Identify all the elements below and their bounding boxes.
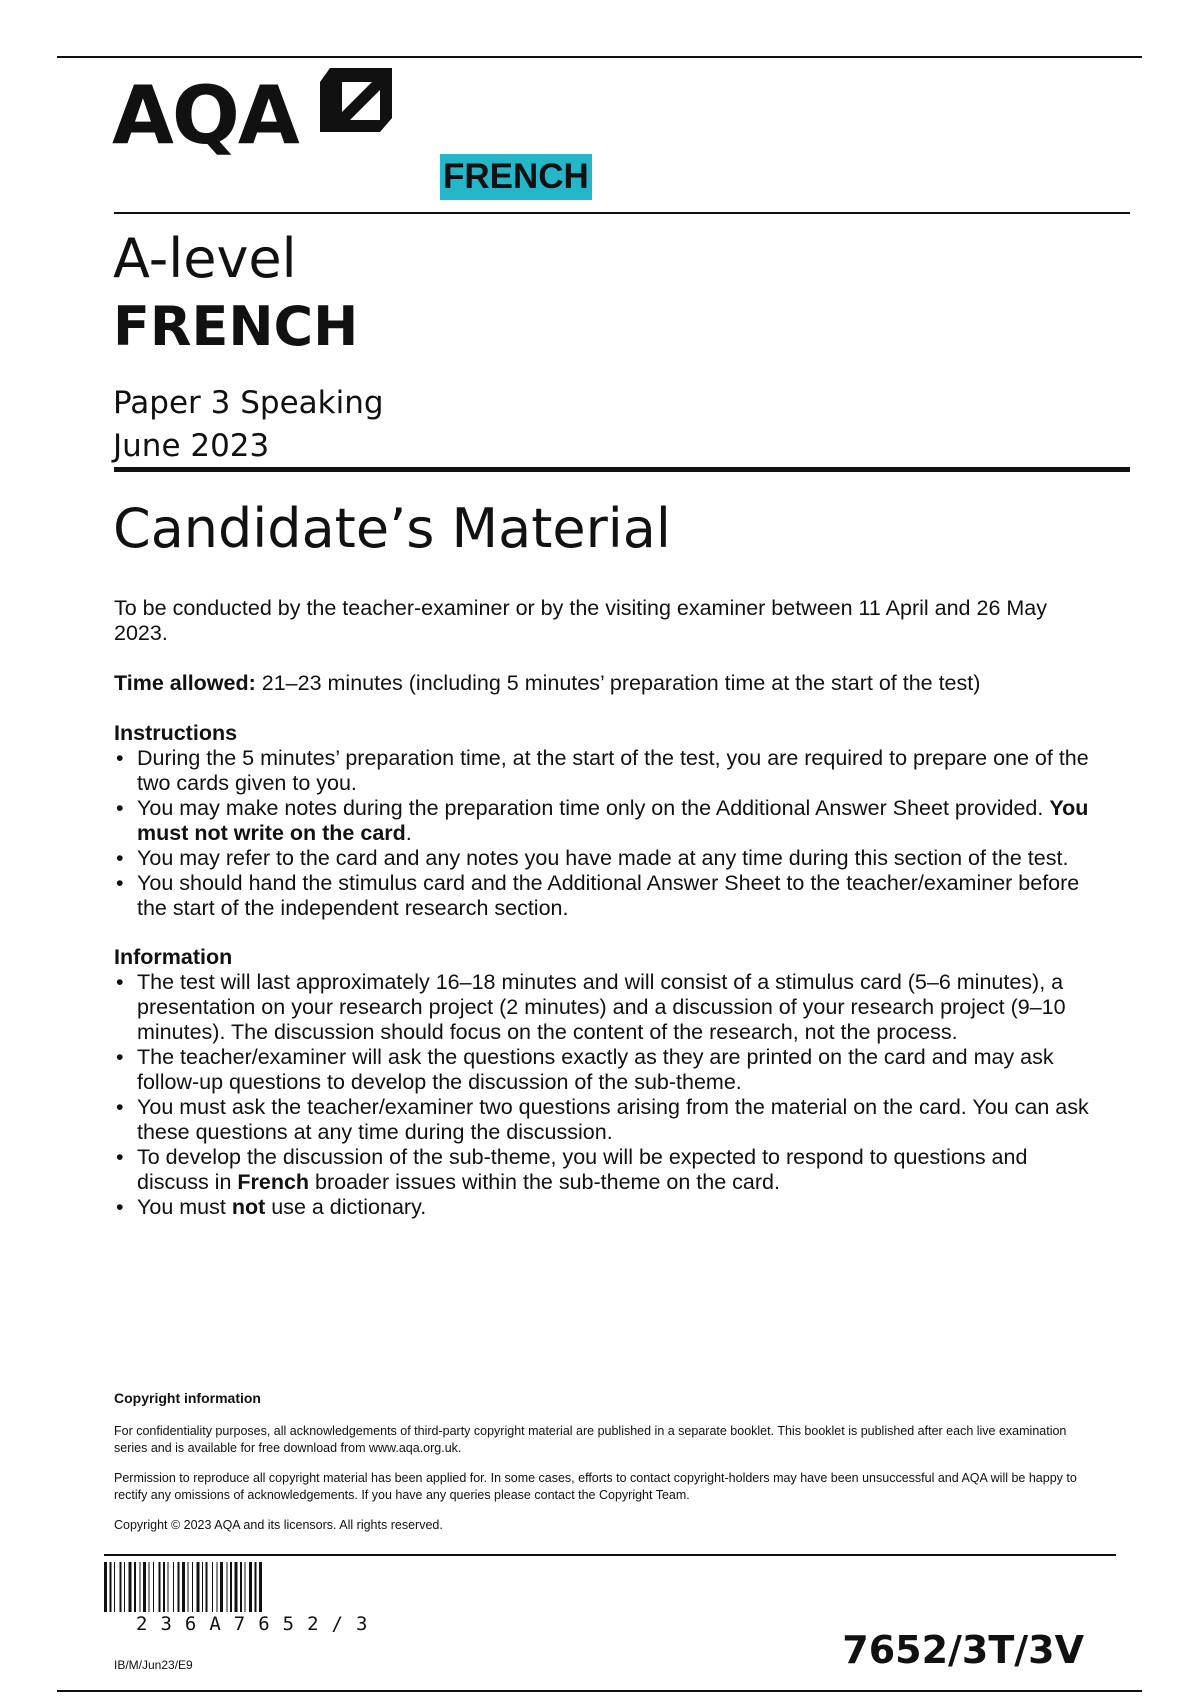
instructions-heading: Instructions [114, 721, 238, 745]
aqa-logo [112, 68, 392, 168]
list-item: • You must not use a dictionary. [114, 1195, 1094, 1220]
list-item: • You may make notes during the preparation time only on the Additional Answer Sheet provided. You must not write on the card. [114, 796, 1094, 846]
copyright-heading: Copyright information [114, 1390, 261, 1406]
logo-text: AQA [112, 69, 298, 162]
logo-mark-icon [320, 68, 392, 132]
copyright-text: For confidentiality purposes, all acknowledgements of third-party copyright material are published in a separate booklet. This booklet is published after each live examination series and is available for free download from www.aqa.org.uk. [114, 1424, 1067, 1455]
document-reference: IB/M/Jun23/E9 [114, 1658, 193, 1672]
bottom-rule [57, 1690, 1142, 1692]
footer-rule [104, 1554, 1116, 1556]
information-heading: Information [114, 945, 233, 969]
paper-name: Paper 3 Speaking [113, 385, 384, 421]
intro-text: To be conducted by the teacher-examiner or by the visiting examiner between 11 April and 26 May 2023. [114, 596, 1047, 645]
exam-date: June 2023 [113, 428, 270, 465]
information-list [114, 970, 1094, 1220]
paper-code: 7652/3T/3V [842, 1628, 1084, 1672]
time-value: 21–23 minutes (including 5 minutes’ preparation time at the start of the test) [255, 671, 981, 695]
list-item: • To develop the discussion of the sub-theme, you will be expected to respond to questions and discuss in French broader issues within the sub-theme on the card. [114, 1145, 1094, 1195]
list-item: • You must ask the teacher/examiner two questions arising from the material on the card. You can ask these questions at any time during the discussion. [114, 1095, 1094, 1145]
copyright-section [114, 1390, 1094, 1547]
level-title: A-level [113, 227, 297, 290]
time-allowed [114, 671, 1094, 696]
subject-highlight: FRENCH [440, 154, 592, 200]
barcode-image [104, 1562, 434, 1612]
page-title: Candidate’s Material [113, 497, 671, 560]
list-item: • During the 5 minutes’ preparation time, at the start of the test, you are required to prepare one of the two cards given to you. [114, 746, 1094, 796]
barcode-number: 236A7652/3 [136, 1613, 381, 1635]
copyright-text: Permission to reproduce all copyright material has been applied for. In some cases, efforts to contact copyright-holders may have been unsuccessful and AQA will be happy to rectify any omissions of acknowledgements. If you have any queries please contact the Copyright Team. [114, 1471, 1077, 1502]
list-item: • The test will last approximately 16–18 minutes and will consist of a stimulus card (5–6 minutes), a presentation on your research project (2 minutes) and a discussion of your research project (9–10 minutes). The discussion should focus on the content of the research, not the process. [114, 970, 1094, 1045]
instructions-list [114, 746, 1094, 921]
paper-info [113, 382, 384, 469]
list-item: • You should hand the stimulus card and the Additional Answer Sheet to the teacher/examiner before the start of the independent research section. [114, 871, 1094, 921]
thick-rule [114, 467, 1130, 472]
header-rule [114, 212, 1130, 214]
subject-title: FRENCH [113, 295, 359, 358]
list-item: • The teacher/examiner will ask the questions exactly as they are printed on the card and may ask follow-up questions to develop the discussion of the sub-theme. [114, 1045, 1094, 1095]
top-rule [57, 56, 1142, 58]
main-content [114, 596, 1094, 1244]
list-item: • You may refer to the card and any notes you have made at any time during this section of the test. [114, 846, 1094, 871]
copyright-text: Copyright © 2023 AQA and its licensors. All rights reserved. [114, 1518, 443, 1532]
time-label: Time allowed: [114, 671, 256, 695]
